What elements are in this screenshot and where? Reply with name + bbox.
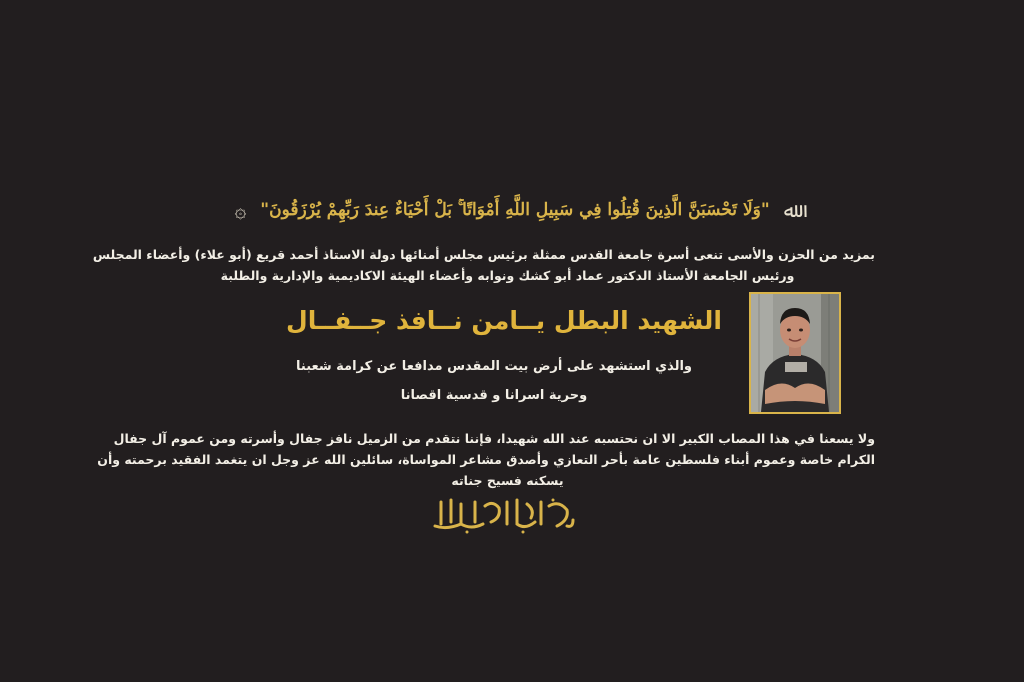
closing-line: يسكنه فسيح جناته xyxy=(451,473,564,488)
martyr-description-line: وحرية اسرانا و قدسية اقصانا xyxy=(400,388,588,403)
martyr-description xyxy=(284,352,704,410)
inna-lillah-calligraphy-icon xyxy=(427,496,577,534)
allah-calligraphy-icon: ﷲ xyxy=(783,198,796,222)
closing-paragraph xyxy=(97,428,875,491)
martyr-photo xyxy=(749,292,841,414)
sadaqa-allah-calligraphy-icon: ۞ xyxy=(234,198,247,222)
quran-verse-row xyxy=(234,192,796,228)
quran-verse: "وَلَا تَحْسَبَنَّ الَّذِينَ قُتِلُوا فِي سَبِيلِ اللَّهِ أَمْوَاتًا ۚ بَلْ أَحْيَاءٌ عِندَ رَبِّهِمْ يُرْزَقُونَ" xyxy=(260,200,770,220)
closing-line: الكرام خاصة وعموم أبناء فلسطين عامة بأحر التعازي وأصدق مشاعر المواساة، سائلين الله عز وجل ان يتغمد الفقيد برحمته وأن xyxy=(97,452,875,467)
martyr-description-line: والذي استشهد على أرض بيت المقدس مدافعا عن كرامة شعبنا xyxy=(296,359,692,374)
martyr-name: الشهيد البطل يــامن نــافذ جــفــال xyxy=(286,306,722,335)
intro-line: بمزيد من الحزن والأسى تنعى أسرة جامعة القدس ممثلة برئيس مجلس أمنائها دولة الاستاذ أحمد قريع (أبو علاء) وأعضاء المجلس xyxy=(92,247,875,262)
intro-line: ورئيس الجامعة الأستاذ الدكتور عماد أبو كشك ونوابه وأعضاء الهيئة الاكاديمية والإدارية والطلبة xyxy=(220,268,795,283)
closing-line: ولا يسعنا في هذا المصاب الكبير الا ان نحتسبه عند الله شهيدا، فإننا نتقدم من الزميل نافز جفال وأسرته ومن عموم آل جفال xyxy=(113,431,875,446)
intro-paragraph xyxy=(92,244,875,286)
